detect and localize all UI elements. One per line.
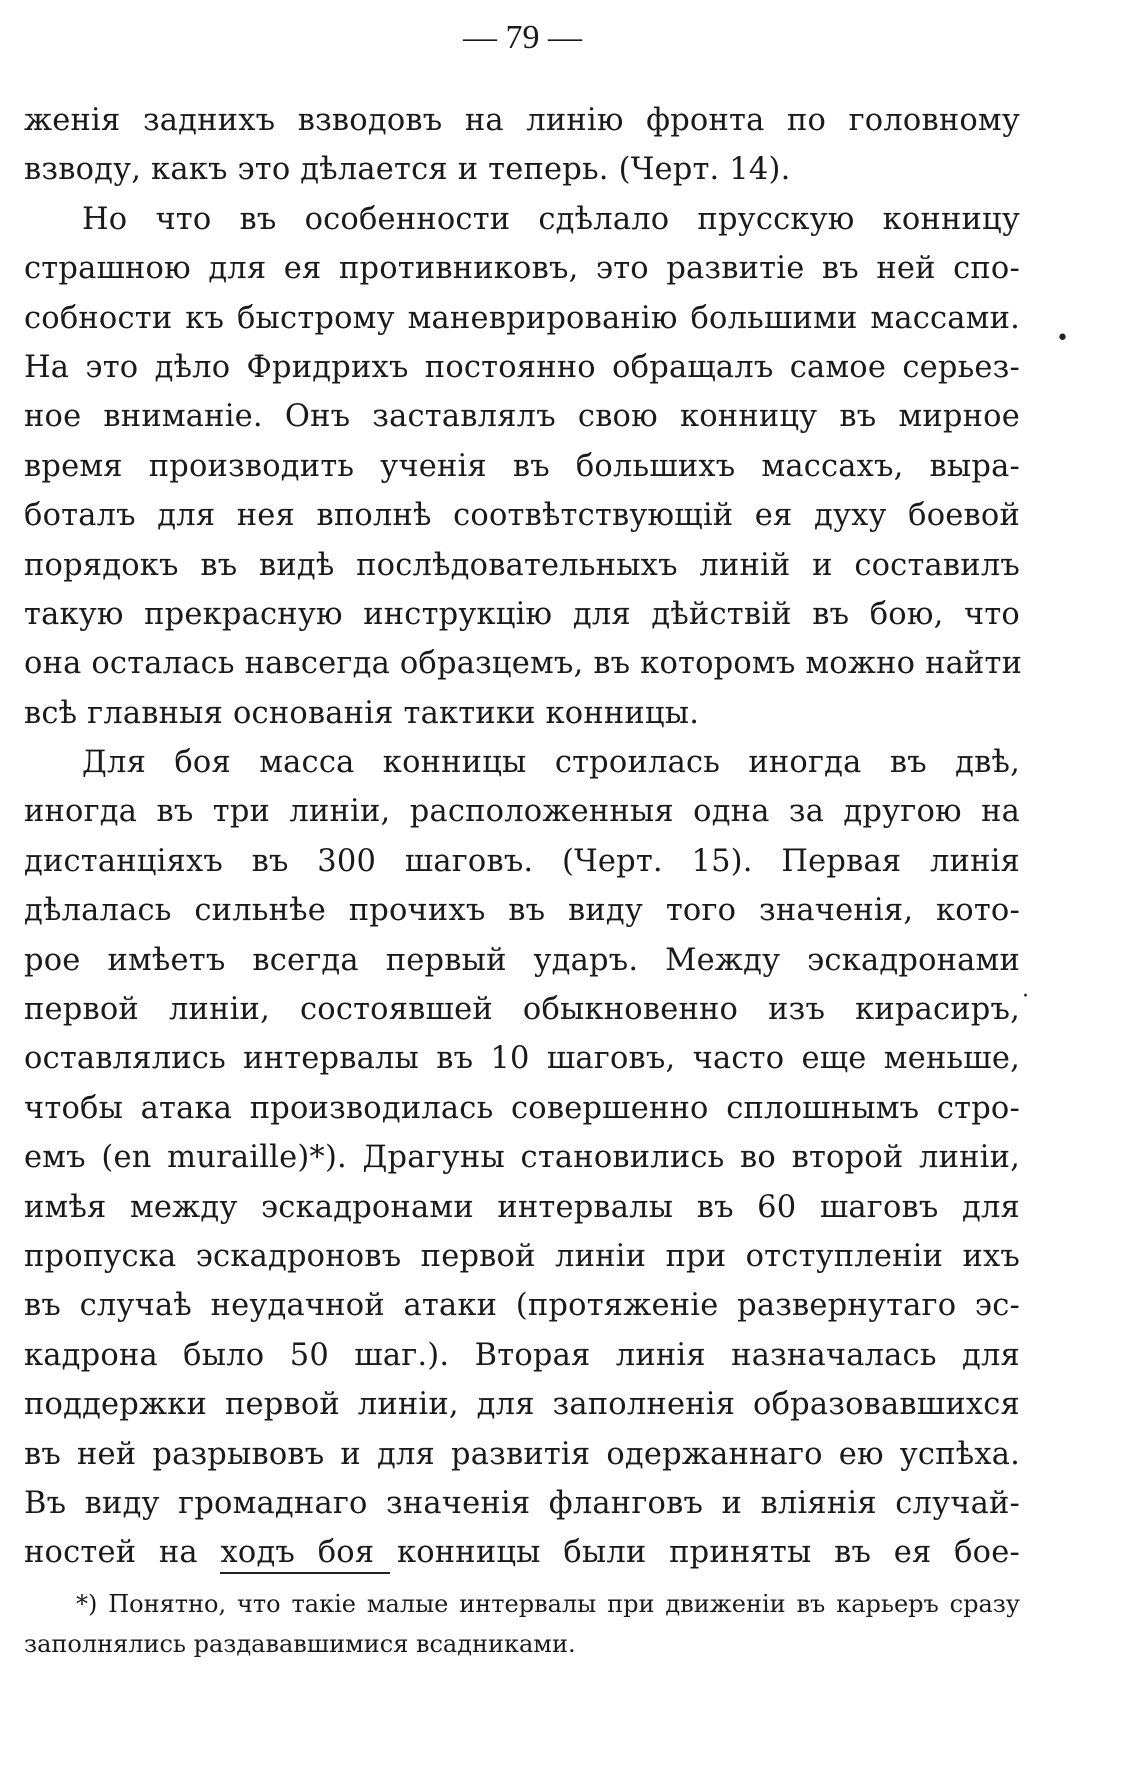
margin-dot-mark: • (1056, 326, 1069, 351)
text-line: поддержки первой линіи, для заполненія образовавшихся (24, 1387, 1020, 1423)
text-line: рое имѣетъ всегда первый ударъ. Между эскадронами (24, 942, 1020, 978)
text-line: Но что въ особенности сдѣлало прусскую конницу (82, 201, 1020, 237)
body-text (24, 96, 1023, 1578)
text-line: дистанціяхъ въ 300 шаговъ. (Черт. 15). Первая линія (24, 843, 1020, 879)
text-line: пропуска эскадроновъ первой линіи при отступленіи ихъ (24, 1238, 1020, 1274)
text-line: взводу, какъ это дѣлается и теперь. (Черт. 14). (24, 152, 791, 188)
text-line: она осталась навсегда образцемъ, въ которомъ можно найти (24, 646, 1023, 682)
text-line: порядокъ въ видѣ послѣдовательныхъ линій и составилъ (24, 547, 1020, 583)
text-line: страшною для ея противниковъ, это развитіе въ ней спо- (24, 251, 1020, 287)
text-line: имѣя между эскадронами интервалы въ 60 шаговъ для (24, 1189, 1020, 1225)
margin-dot-mark: · (1022, 984, 1029, 1009)
footnote-divider (220, 1572, 390, 1574)
text-line: въ случаѣ неудачной атаки (протяженіе развернутаго эс- (24, 1288, 1020, 1324)
footnote-line: *) Понятно, что такіе малые интервалы при движеніи въ карьеръ сразу (76, 1590, 1020, 1618)
text-line: На это дѣло Фридрихъ постоянно обращалъ самое серьез- (24, 349, 1020, 385)
text-line: кадрона было 50 шаг.). Вторая линія назначалась для (24, 1337, 1020, 1373)
footnote-line: заполнялись раздававшимися всадниками. (24, 1630, 576, 1658)
text-line: Въ виду громаднаго значенія фланговъ и вліянія случай- (24, 1485, 1020, 1521)
text-line: емъ (en muraille)*). Драгуны становились во второй линіи, (24, 1140, 1020, 1176)
text-line: ностей на ходъ боя конницы были приняты въ ея бое- (24, 1535, 1020, 1571)
text-line: иногда въ три линіи, расположенныя одна за другою на (24, 794, 1020, 830)
text-line: въ ней разрывовъ и для развитія одержаннаго ею успѣха. (24, 1436, 1020, 1472)
text-line: ное вниманіе. Онъ заставлялъ свою конницу въ мирное (24, 399, 1020, 435)
text-line: Для боя масса конницы строилась иногда въ двѣ, (82, 745, 1020, 781)
footnote (24, 1584, 1020, 1664)
text-line: время производить ученія въ большихъ массахъ, выра- (24, 448, 1020, 484)
page-number: — 79 — (463, 19, 582, 56)
text-line: всѣ главныя основанія тактики конницы. (24, 695, 700, 731)
text-line: первой линіи, состоявшей обыкновенно изъ кирасиръ, (24, 992, 1020, 1028)
text-line: женія заднихъ взводовъ на линію фронта по головному (24, 103, 1020, 138)
text-line: оставлялись интервалы въ 10 шаговъ, часто еще меньше, (24, 1041, 1020, 1077)
text-line: такую прекрасную инструкцію для дѣйствій въ бою, что (24, 596, 1020, 632)
text-line: боталъ для нея вполнѣ соотвѣтствующій ея духу боевой (24, 498, 1020, 534)
text-line: собности къ быстрому маневрированію большими массами. (24, 300, 1020, 336)
text-line: чтобы атака производилась совершенно сплошнымъ стро- (24, 1090, 1020, 1126)
text-line: дѣлалась сильнѣе прочихъ въ виду того значенія, кото- (24, 893, 1020, 929)
